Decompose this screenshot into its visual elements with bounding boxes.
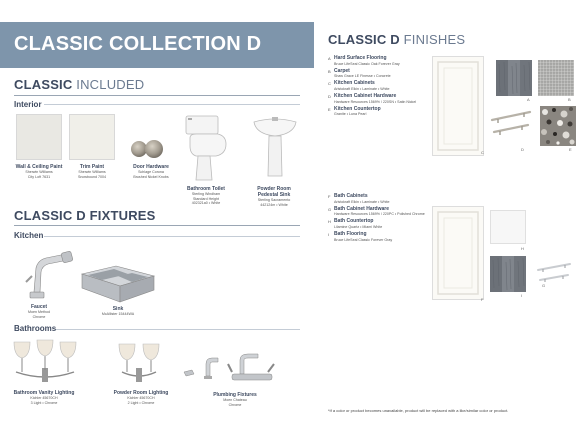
plumbing-title: Plumbing Fixtures: [213, 392, 257, 398]
powder-light-title: Powder Room Lighting: [113, 390, 169, 396]
tag-g: G: [542, 283, 546, 288]
tag-d: D: [521, 147, 524, 152]
tag-e: E: [569, 147, 572, 152]
vanity-light-sub2: 3 Light • Chrome: [30, 400, 58, 405]
list-item: [328, 219, 428, 229]
bath-flooring-swatch: [490, 256, 526, 292]
cabinet-pull-image: [490, 108, 532, 138]
bath-countertop-swatch: [490, 210, 526, 244]
footnote: *If a color or product becomes unavailable, product will be replaced with a like/similar color or product.: [328, 408, 509, 413]
wall-paint-sub1: Sherwin Williams: [25, 170, 53, 174]
list-item-title: Kitchen Countertop: [334, 105, 381, 112]
plumbing-fixtures-image: [182, 346, 290, 386]
list-item-sub: Lilamine Quartz • Miami White: [334, 224, 383, 229]
interior-label: Interior: [14, 100, 42, 109]
powder-light-sub1: Kichler 45670CH: [127, 396, 155, 400]
list-item: [328, 232, 428, 242]
bathrooms-rule: [56, 329, 300, 330]
plumbing-sub1: Moen Chateau: [223, 398, 247, 402]
hard-surface-flooring-swatch: [496, 60, 532, 96]
list-item-title: Kitchen Cabinet Hardware: [334, 93, 397, 100]
faucet-sub2: Chrome: [32, 314, 46, 319]
included-heading: [14, 77, 144, 92]
list-item-title: Bath Cabinet Hardware: [334, 205, 390, 212]
toilet-sub1: Sterling Windham: [191, 192, 221, 196]
vanity-light-image: [10, 338, 80, 386]
trim-paint-title: Trim Paint: [79, 164, 105, 170]
list-item-sub: Aristokraft Elkin • Laminate • White: [334, 199, 390, 204]
powder-light-sub2: 2 Light • Chrome: [127, 400, 155, 405]
kitchen-finishes-list: [328, 56, 428, 120]
pedestal-sink-image: [252, 114, 298, 180]
list-item-sub: Granite • Luna Pearl: [334, 112, 367, 117]
door-hardware-sub2: Brushed Nickel Knobs: [133, 174, 169, 179]
toilet-title: Bathroom Toilet: [187, 186, 225, 192]
list-item: [328, 194, 428, 204]
faucet-sub1: Moen Method: [28, 310, 50, 314]
list-item: [328, 207, 428, 217]
trim-paint-sub1: Sherwin Williams: [78, 170, 106, 174]
list-item: [328, 107, 428, 117]
tag-h: H: [521, 246, 524, 251]
interior-rule: [44, 104, 300, 105]
tag-i: I: [521, 293, 523, 298]
included-rule: [14, 95, 300, 96]
list-item-sub: Bruce LifeSeal Classic Forever Gray: [334, 237, 393, 242]
included-heading-light: INCLUDED: [72, 77, 145, 92]
bathrooms-label: Bathrooms: [14, 324, 57, 333]
tag-f: F: [481, 297, 484, 302]
tag-b: B: [568, 97, 571, 102]
plumbing-sub2: Chrome: [228, 402, 242, 407]
powder-room-sub1: Pedestal Sink: [257, 192, 291, 198]
list-item-title: Kitchen Cabinets: [334, 80, 375, 87]
sink-sub1: McAllister 15444WA: [101, 312, 135, 316]
faucet-image: [22, 246, 74, 302]
list-item-sub: Hardware Resources 1569% / 220SN • Satin Nickel: [334, 99, 417, 104]
list-item-sub: Aristokraft Elkin • Laminate • White: [334, 86, 390, 91]
wall-paint-title: Wall & Ceiling Paint: [15, 164, 63, 170]
fixtures-heading: CLASSIC D FIXTURES: [14, 208, 156, 223]
toilet-sub3: 402321a0 • White: [191, 201, 221, 205]
list-item-title: Carpet: [334, 67, 350, 74]
vanity-light-sub1: Kichler 45670CH: [30, 396, 58, 400]
trim-paint-sub2: Snowbound 7004: [78, 174, 106, 179]
list-item: [328, 81, 428, 91]
kitchen-cabinet-door-image: [432, 56, 484, 156]
door-hardware-title: Door Hardware: [133, 164, 169, 170]
tag-a: A: [527, 97, 530, 102]
powder-room-title: Powder Room: [257, 186, 291, 192]
list-item-letter: F: [328, 194, 331, 199]
list-item-sub: Hardware Resources 1569% / 220PC • Polished Chrome: [334, 212, 425, 217]
list-item-letter: G: [328, 206, 332, 212]
wall-paint-sub2: City Loft 7631: [27, 174, 51, 179]
sink-title: Sink: [112, 306, 124, 312]
tag-c: C: [481, 150, 484, 155]
list-item-title: Bath Flooring: [334, 231, 367, 238]
kitchen-label: Kitchen: [14, 231, 44, 240]
list-item-title: Bath Cabinets: [334, 193, 368, 199]
fixtures-rule: [14, 225, 300, 226]
kitchen-rule: [44, 236, 300, 237]
list-item-letter: A: [328, 56, 331, 61]
finishes-heading: [328, 32, 465, 47]
list-item: [328, 94, 428, 104]
list-item-sub: Bruce LifeSeal Classic Oak Forever Gray: [334, 61, 400, 66]
list-item-letter: C: [328, 81, 331, 87]
list-item-letter: H: [328, 219, 331, 225]
powder-room-sub3: 442124m • White: [260, 202, 288, 207]
powder-room-sub2: Sterling Sacramento: [257, 198, 291, 202]
carpet-swatch: [538, 60, 574, 96]
list-item: [328, 56, 428, 66]
list-item-letter: I: [328, 232, 330, 238]
wall-paint-swatch: [16, 114, 62, 160]
list-item-letter: D: [328, 94, 331, 100]
toilet-image: [182, 114, 228, 184]
faucet-title: Faucet: [30, 304, 48, 310]
list-item-title: Bath Countertop: [334, 218, 374, 225]
list-item-sub: Shaw Grace LE Finesse • Concrete: [334, 74, 391, 79]
granite-countertop-swatch: [540, 106, 576, 146]
page-title: CLASSIC COLLECTION D: [14, 33, 262, 55]
bath-finishes-list: [328, 194, 428, 245]
included-heading-bold: CLASSIC: [14, 77, 73, 92]
list-item: [328, 69, 428, 79]
finishes-heading-bold: CLASSIC D: [328, 32, 400, 47]
kitchen-sink-image: [80, 264, 156, 306]
powder-light-image: [116, 342, 162, 386]
toilet-sub2: Standard Height: [193, 196, 219, 201]
vanity-light-title: Bathroom Vanity Lighting: [13, 390, 75, 396]
door-knob-image: [130, 136, 164, 162]
list-item-title: Hard Surface Flooring: [334, 55, 387, 61]
list-item-letter: B: [328, 68, 331, 74]
finishes-heading-light: FINISHES: [399, 32, 466, 47]
bath-cabinet-door-image: [432, 206, 484, 300]
list-item-letter: E: [328, 106, 331, 112]
door-hardware-sub1: Schlage Corona: [138, 170, 164, 174]
trim-paint-swatch: [69, 114, 115, 160]
